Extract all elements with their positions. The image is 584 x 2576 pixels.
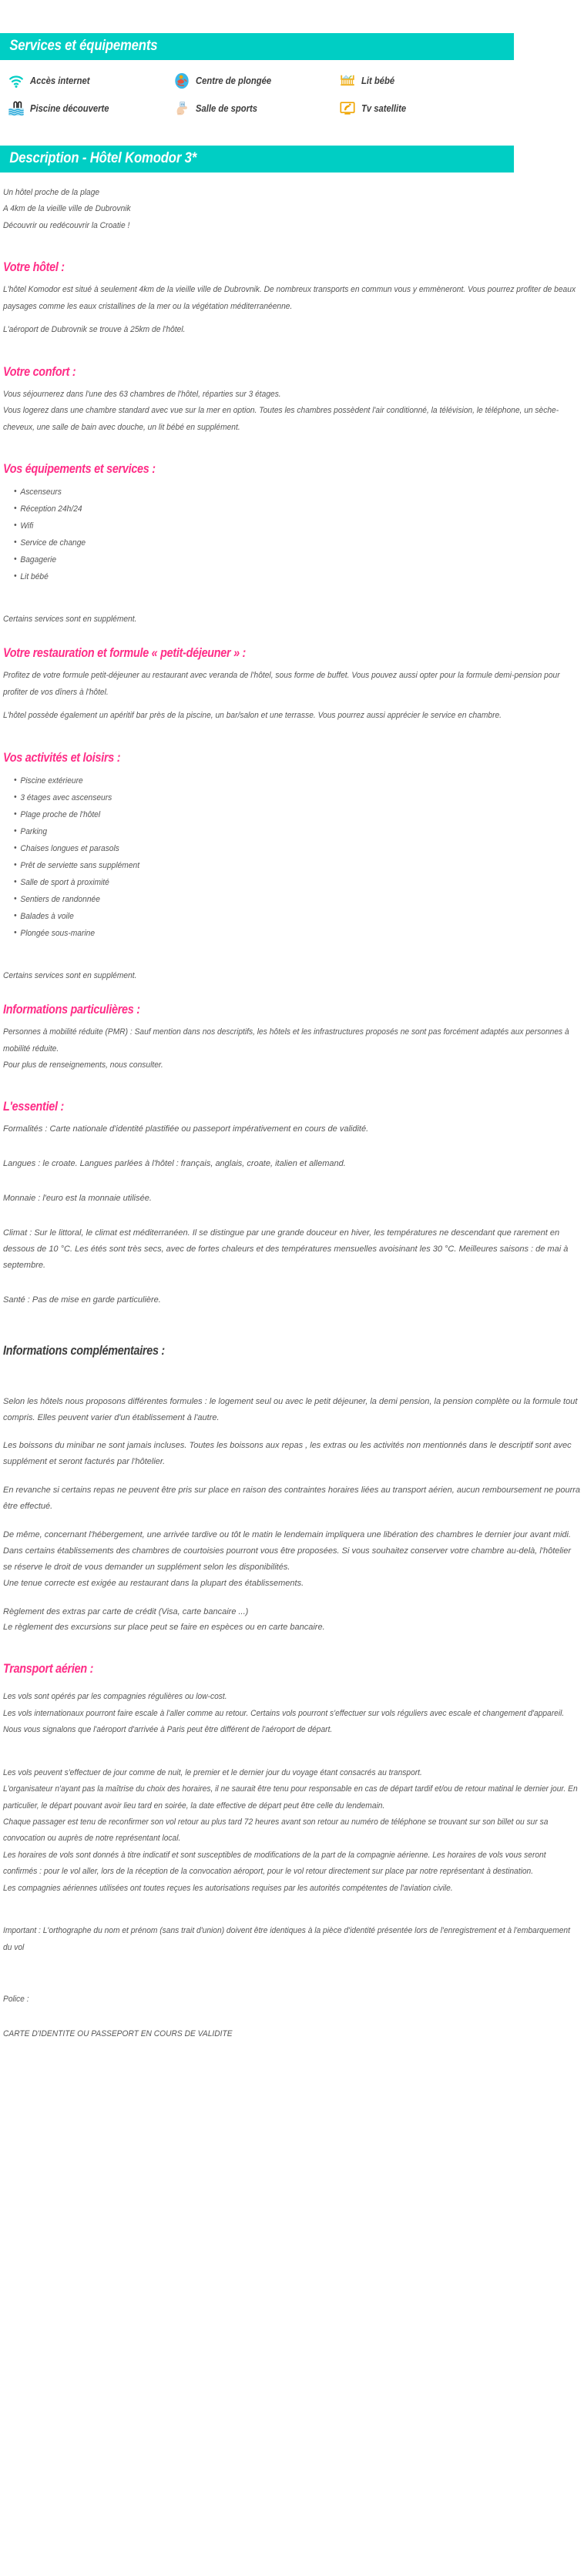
police-title: Police : — [3, 1995, 29, 2005]
transport-paragraph-6: Les horaires de vols sont donnés à titre indicatif et sont susceptibles de modifications de la part de la compagnie aérienne. Les horaires de vols vous seront confirmés : pour le vol aller, lors de la réception de la convocation aéroport, pour le vol retour directement sur place par notre représentant à destination. — [3, 1850, 546, 1877]
intro-line: Découvrir ou redécouvrir la Croatie ! — [3, 220, 130, 230]
hotel-paragraph-2: L'aéroport de Dubrovnik se trouve à 25km de l'hôtel. — [3, 325, 186, 335]
essentiel-monnaie: Monnaie : l'euro est la monnaie utilisée. — [3, 1194, 152, 1204]
amenity-label: Accès internet — [30, 75, 90, 86]
transport-paragraph-2: Les vols internationaux pourront faire escale à l'aller comme au retour. Certains vols pourront s'effectuer sur vols réguliers avec escale et changement d'appareil. Nous vous signalons que l'aéroport d'arrivée à Paris peut être différent de l'aéroport de départ. — [3, 1708, 565, 1735]
list-item: • Chaises longues et parasols — [14, 840, 541, 857]
list-item: • 3 étages avec ascenseurs — [14, 789, 541, 806]
list-item: • Réception 24h/24 — [14, 501, 541, 518]
transport-important: Important : L'orthographe du nom et prénom (sans trait d'union) doivent être identiques à la pièce d'identité présentée lors de l'enregistrement et à l'embarquement du vol — [3, 1926, 570, 1952]
activites-note: Certains services sont en supplément. — [3, 970, 137, 980]
activites-list — [3, 772, 581, 942]
confort-paragraph-1: Vous séjournerez dans l'une des 63 chambres de l'hôtel, réparties sur 3 étages. — [3, 389, 281, 399]
list-item: • Sentiers de randonnée — [14, 891, 541, 908]
services-banner — [0, 33, 584, 60]
list-item: • Lit bébé — [14, 568, 541, 585]
baby-crib-icon — [339, 72, 356, 89]
complementaires-paragraph-1: Selon les hôtels nous proposons différentes formules : le logement seul ou avec le petit déjeuner, la demi pension, la pension complète ou la formule tout compris. Elles peuvent varier d'un établissement à l'autre. — [3, 1396, 578, 1422]
essentiel-langues: Langues : le croate. Langues parlées à l'hôtel : français, anglais, croate, italien et allemand. — [3, 1159, 346, 1169]
essentiel-formalites: Formalités : Carte nationale d'identité plastifiée ou passeport impérativement en cours de validité. — [3, 1124, 369, 1134]
description-banner-title: Description - Hôtel Komodor 3* — [0, 146, 514, 173]
satellite-tv-icon — [339, 100, 356, 117]
transport-paragraph-4: L'organisateur n'ayant pas la maîtrise du choix des horaires, il ne saurait être tenu pour responsable en cas de départ tardif et/ou de retour matinal le dernier jour. En particulier, le départ pouvant avoir lieu tard en soirée, la date effective de départ peut être celle du lendemain. — [3, 1784, 578, 1811]
essentiel-sante: Santé : Pas de mise en garde particulière. — [3, 1295, 161, 1305]
list-item: • Parking — [14, 823, 541, 840]
top-spacer — [0, 0, 584, 33]
diving-icon — [173, 72, 190, 89]
essentiel-climat: Climat : Sur le littoral, le climat est méditerranéen. Il se distingue par une grande douceur en hiver, les températures ne descendant que rarement en dessous de 10 °C. Les étés sont très secs, avec de fortes chaleurs et des températures mensuelles avoisinant les 30 °C. Meilleures saisons : de mai à septembre. — [3, 1228, 569, 1270]
amenity-label: Tv satellite — [361, 103, 407, 114]
complementaires-paragraph-5: Une tenue correcte est exigée au restaurant dans la plupart des établissements. — [3, 1578, 304, 1588]
restauration-paragraph-1: Profitez de votre formule petit-déjeuner au restaurant avec veranda de l'hôtel, sous forme de buffet. Vous pouvez aussi opter pour la formule demi-pension pour profiter de vos dîners à l'hôtel. — [3, 671, 560, 697]
hotel-paragraph-1: L'hôtel Komodor est situé à seulement 4km de la vieille ville de Dubrovnik. De nombreux transports en commun vous y emmèneront. Vous pourrez profiter de beaux paysages comme les eaux cristallines de la mer ou la végétation méditerranéenne. — [3, 285, 576, 311]
equipements-list — [3, 484, 581, 585]
pool-icon — [8, 100, 25, 117]
transport-paragraph-5: Chaque passager est tenu de reconfirmer son vol retour au plus tard 72 heures avant son retour au numéro de téléphone se trouvant sur son billet ou sur sa convocation ou auprès de notre représentant local. — [3, 1817, 549, 1844]
amenity-item — [173, 69, 339, 92]
section-title-particulieres: Informations particulières : — [3, 1003, 140, 1017]
gym-muscle-icon — [173, 100, 190, 117]
list-item: • Piscine extérieure — [14, 772, 541, 789]
section-title-transport: Transport aérien : — [3, 1662, 94, 1677]
mid-spacer — [0, 120, 584, 146]
amenity-label: Piscine découverte — [30, 103, 109, 114]
section-title-hotel: Votre hôtel : — [3, 260, 65, 275]
amenities-grid — [0, 60, 584, 120]
amenity-label: Salle de sports — [196, 103, 258, 114]
amenity-item — [339, 97, 584, 120]
description-content — [0, 173, 584, 2062]
amenity-item — [8, 69, 173, 92]
amenity-item — [339, 69, 584, 92]
wifi-icon — [8, 72, 25, 89]
list-item: • Service de change — [14, 534, 541, 551]
confort-paragraph-2: Vous logerez dans une chambre standard avec vue sur la mer en option. Toutes les chambres possèdent l'air conditionné, la télévision, le téléphone, un sèche-cheveux, une salle de bain avec douche, un lit bébé en supplément. — [3, 406, 559, 432]
transport-paragraph-1: Les vols sont opérés par les compagnies régulières ou low-cost. — [3, 1692, 227, 1702]
amenity-label: Lit bébé — [361, 75, 395, 86]
intro-line: A 4km de la vieille ville de Dubrovnik — [3, 204, 131, 214]
section-title-equipements: Vos équipements et services : — [3, 461, 156, 476]
particulieres-paragraph-1: Personnes à mobilité réduite (PMR) : Sauf mention dans nos descriptifs, les hôtels et les infrastructures proposés ne sont pas forcément adaptés aux personnes à mobilité réduite. — [3, 1027, 569, 1054]
police-text: CARTE D'IDENTITE OU PASSEPORT EN COURS DE VALIDITE — [3, 2029, 233, 2039]
equipements-note: Certains services sont en supplément. — [3, 614, 137, 624]
complementaires-paragraph-7: Le règlement des excursions sur place peut se faire en espèces ou en carte bancaire. — [3, 1623, 325, 1633]
list-item: • Plage proche de l'hôtel — [14, 806, 541, 823]
list-item: • Salle de sport à proximité — [14, 874, 541, 891]
section-title-activites: Vos activités et loisirs : — [3, 750, 121, 765]
section-title-confort: Votre confort : — [3, 364, 76, 379]
list-item: • Wifi — [14, 518, 541, 534]
section-title-essentiel: L'essentiel : — [3, 1100, 65, 1114]
list-item: • Balades à voile — [14, 908, 541, 925]
amenity-label: Centre de plongée — [196, 75, 272, 86]
amenity-item — [8, 97, 173, 120]
transport-paragraph-7: Les compagnies aériennes utilisées ont toutes reçues les autorisations requises par les autorités compétentes de l'aviation civile. — [3, 1883, 453, 1893]
complementaires-paragraph-4: De même, concernant l'hébergement, une arrivée tardive ou tôt le matin le lendemain impliquera une libération des chambres le dernier jour avant midi. Dans certains établissements des chambres de courtoisies pourront vous être proposées. Si vous souhaitez conserver votre chambre au-delà, l'hôtelier se réserve le droit de vous demander un supplément selon les disponibilités. — [3, 1530, 572, 1572]
list-item: • Prêt de serviette sans supplément — [14, 857, 541, 874]
complementaires-paragraph-6: Règlement des extras par carte de crédit (Visa, carte bancaire ...) — [3, 1606, 249, 1616]
services-banner-title: Services et équipements — [0, 33, 514, 60]
complementaires-paragraph-3: En revanche si certains repas ne peuvent être pris sur place en raison des contraintes horaires liées au transport aérien, aucun remboursement ne pourra être effectué. — [3, 1486, 581, 1512]
section-title-restauration: Votre restauration et formule « petit-déjeuner » : — [3, 646, 247, 661]
complementaires-paragraph-2: Les boissons du minibar ne sont jamais incluses. Toutes les boissons aux repas , les extras ou les activités non mentionnés dans le descriptif sont avec supplément et seront facturés par l'hôtelier. — [3, 1441, 572, 1467]
intro-line: Un hôtel proche de la plage — [3, 188, 100, 197]
particulieres-paragraph-2: Pour plus de renseignements, nous consulter. — [3, 1060, 163, 1070]
transport-paragraph-3: Les vols peuvent s'effectuer de jour comme de nuit, le premier et le dernier jour du voyage étant consacrés au transport. — [3, 1767, 422, 1777]
list-item: • Bagagerie — [14, 551, 541, 568]
section-title-complementaires: Informations complémentaires : — [3, 1343, 165, 1358]
restauration-paragraph-2: L'hôtel possède également un apéritif bar près de la piscine, un bar/salon et une terrasse. Vous pourrez aussi apprécier le service en chambre. — [3, 711, 502, 721]
list-item: • Plongée sous-marine — [14, 925, 541, 942]
description-banner — [0, 146, 584, 173]
list-item: • Ascenseurs — [14, 484, 541, 501]
amenity-item — [173, 97, 339, 120]
